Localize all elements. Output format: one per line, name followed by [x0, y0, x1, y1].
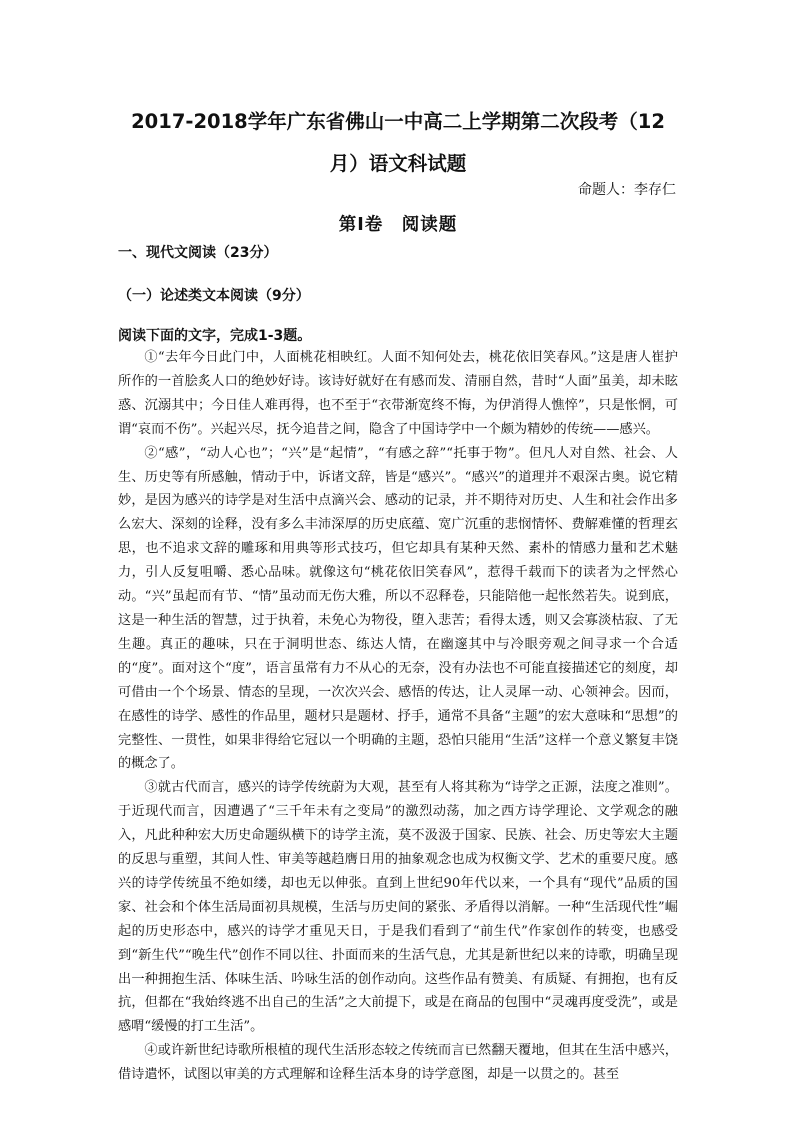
- passage-paragraph-4: ④或许新世纪诗歌所根植的现代生活形态较之传统而言已然翻天覆地，但其在生活中感兴，借诗遣怀，试图以审美的方式理解和诠释生活本身的诗学意图，却是一以贯之的。甚至: [118, 1043, 678, 1083]
- passage-paragraph-2: ②“感”，“动人心也”；“兴”是“起情”，“有感之辞”“托事于物”。但凡人对自然、社会、人生、历史等有所感触，情动于中，诉诸文辞，皆是“感兴”。“感兴”的道理并不艰深古奥。说它精妙，是因为感兴的诗学是对生活中点滴兴会、感动的记录，并不期待对历史、人生和社会作出多么宏大、深刻的诠释，没有多么丰沛深厚的历史底蕴、宽广沉重的悲悯情怀、费解难懂的哲理玄思，也不追求文辞的雕琢和用典等形式技巧，但它却具有某种天然、素朴的情感力量和艺术魅力，引人反复咀嚼、悉心品味。就像这句“桃花依旧笑春风”，惹得千载而下的读者为之怦然心动。“兴”虽起而有节、“情”虽动而无伤大雅，所以不忍释卷，只能陪他一起怅然若失。说到底，这是一种生活的智慧，过于执着，未免心为物役，堕入悲苦；看得太透，则又会寡淡枯寂、了无生趣。真正的趣味，只在于洞明世态、练达人情，在幽邃其中与冷眼旁观之间寻求一个合适的“度”。面对这个“度”，语言虽常有力不从心的无奈，没有办法也不可能直接描述它的刻度，却可借由一个个场景、情态的呈现，一次次兴会、感悟的传达，让人灵犀一动、心领神会。因而，在感性的诗学、感性的作品里，题材只是题材、抒手，通常不具备“主题”的宏大意味和“思想”的完整性、一贯性，如果非得给它冠以一个明确的主题，恐怕只能用“生活”这样一个意义繁复丰饶的概念了。: [118, 445, 678, 772]
- subsection-heading: （一）论述类文本阅读（9分）: [118, 288, 310, 304]
- passage-paragraph-3: ③就古代而言，感兴的诗学传统蔚为大观，甚至有人将其称为“诗学之正源，法度之准则”。于近现代而言，因遭遇了“三千年未有之变局”的激烈动荡，加之西方诗学理论、文学观念的融入，凡此种种宏大历史命题纵横下的诗学主流，莫不汲汲于国家、民族、社会、历史等宏大主题的反思与重塑，其间人性、审美等越趋膺日用的抽象观念也成为权衡文学、艺术的重要尺度。感兴的诗学传统虽不绝如缕，却也无以伸张。直到上世纪90年代以来，一个具有“现代”品质的国家、社会和个体生活局面初具规模，生活与历史间的紧张、矛盾得以消解。一种“生活现代性”崛起的历史形态中，感兴的诗学才重见天日，于是我们看到了“前生代”作家创作的转变，也感受到“新生代”“晚生代”创作不同以往、扑面而来的生活气息，尤其是新世纪以来的诗歌，明确呈现出一种拥抱生活、体味生活、吟咏生活的创作动向。这些作品有赞美、有质疑、有拥抱，也有反抗，但都在“我始终逃不出自己的生活”之大前提下，或是在商品的包围中“灵魂再度受洗”，或是感喟“缓慢的打工生活”。: [118, 780, 678, 1035]
- passage-body: [118, 346, 678, 1087]
- volume-title: 第Ⅰ卷 阅读题: [338, 215, 458, 235]
- reading-instruction: 阅读下面的文字，完成1-3题。: [118, 328, 312, 344]
- exam-title-line-1: 2017-2018学年广东省佛山一中高二上学期第二次段考（12: [131, 110, 665, 133]
- passage-paragraph-1: ①“去年今日此门中，人面桃花相映红。人面不知何处去，桃花依旧笑春风。”这是唐人崔护所作的一首脍炙人口的绝妙好诗。该诗好就好在有感而发、清丽自然，昔时“人面”虽美，却未眩惑、沉溺其中；今日佳人难再得，也不至于“衣带渐宽终不悔，为伊消得人憔悴”，只是怅惘，可谓“哀而不伤”。兴起兴尽，抚今追昔之间，隐含了中国诗学中一个颇为精妙的传统——感兴。: [118, 350, 678, 437]
- exam-title: [118, 101, 678, 185]
- exam-title-line-2: 月）语文科试题: [329, 152, 467, 175]
- question-setter: 命题人：李存仁: [578, 182, 676, 198]
- section-heading: 一、现代文阅读（23分）: [118, 245, 278, 261]
